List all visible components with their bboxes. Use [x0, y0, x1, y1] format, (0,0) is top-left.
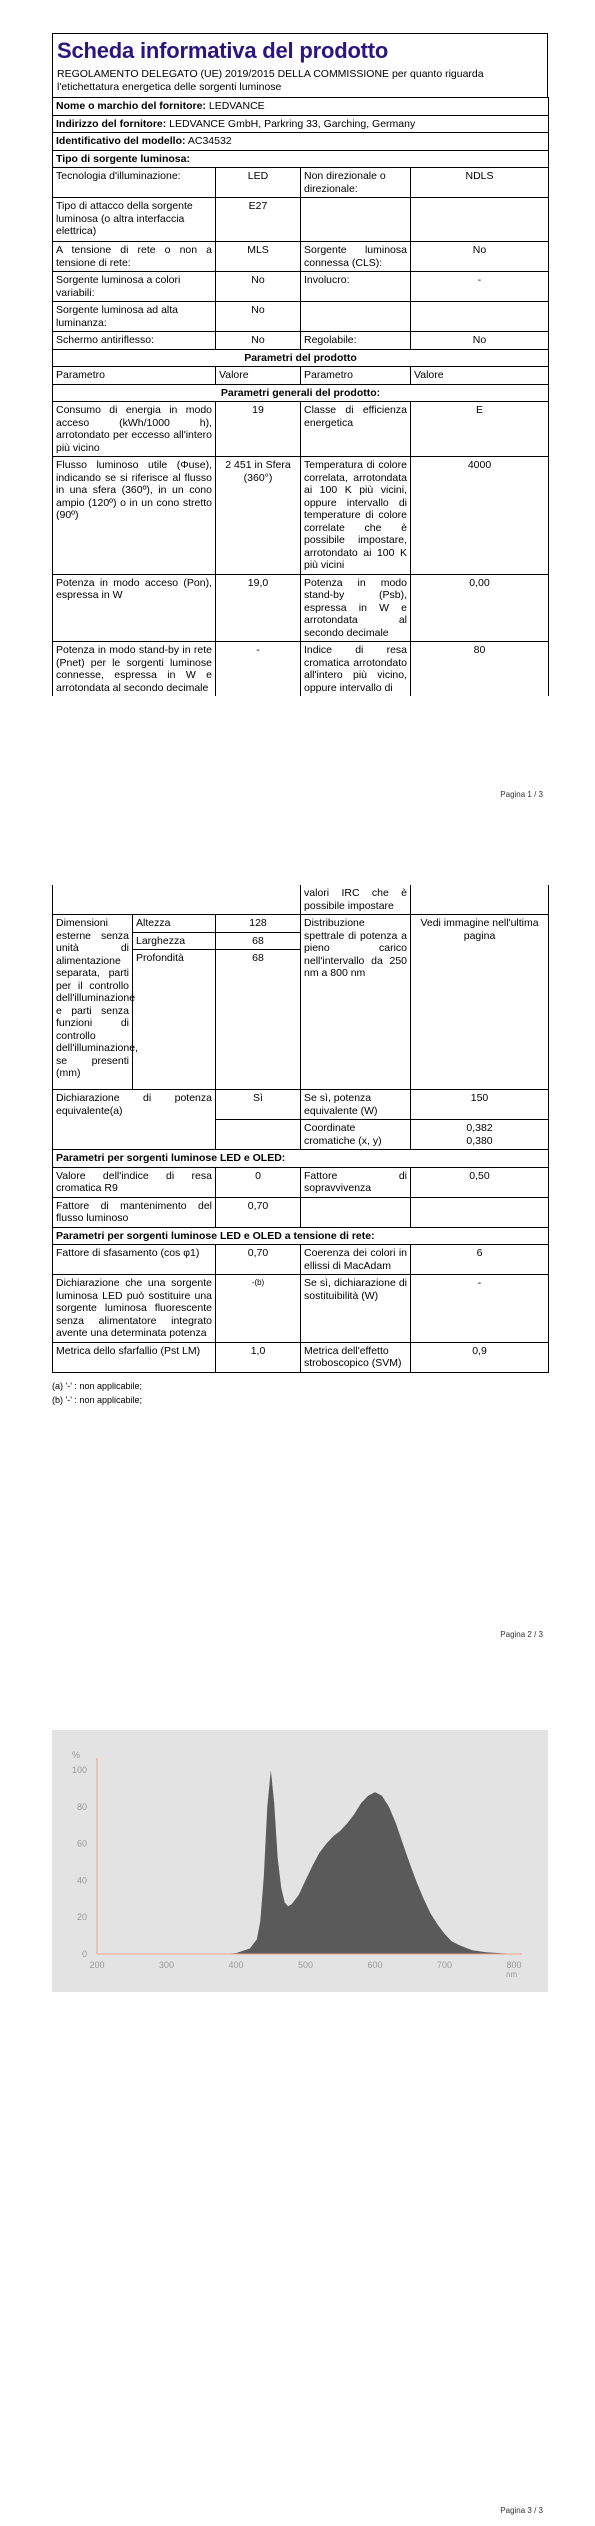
y-tick-label: 80 [76, 1801, 87, 1812]
source-type-label: Tipo di sorgente luminosa: [53, 150, 549, 168]
param-label: Non direzionale o direzionale: [301, 168, 411, 198]
param-label: Schermo antiriflesso: [53, 332, 216, 350]
param-value: 19 [216, 402, 301, 457]
param-value: LED [216, 168, 301, 198]
footnote-b: (b) '-' : non applicabile; [52, 1394, 142, 1405]
table-row [53, 198, 549, 242]
y-tick-label: 20 [76, 1912, 87, 1923]
param-value: 19,0 [216, 574, 301, 642]
column-header: Valore [411, 367, 549, 385]
supplier-name-label: Nome o marchio del fornitore: [56, 100, 206, 112]
param-label: Flusso luminoso utile (Φuse), indicando se si riferisce al flusso in una sfera (360º), in un cono ampio (120º) o in un cono stretto (90º) [53, 457, 216, 575]
table-row [53, 457, 549, 575]
supplier-address: LEDVANCE GmbH, Parkring 33, Garching, Germany [169, 117, 416, 130]
spd-value: Vedi immagine nell'ultima pagina [411, 915, 549, 1090]
page-1 [0, 0, 595, 800]
param-value: 0,50 [411, 1167, 549, 1197]
param-label: Sorgente luminosa ad alta luminanza: [53, 302, 216, 332]
param-value [411, 302, 549, 332]
product-sheet [52, 33, 548, 696]
param-value: 0,70 [216, 1245, 301, 1275]
model-row [53, 133, 549, 151]
table-row [53, 574, 549, 642]
width-label: Larghezza [133, 932, 216, 950]
height-value: 128 [216, 915, 301, 933]
info-table [52, 97, 549, 696]
param-value: No [216, 332, 301, 350]
param-label: Involucro: [301, 272, 411, 302]
param-value: 0,70 [216, 1197, 301, 1227]
table-row [53, 1197, 549, 1227]
supplier-name: LEDVANCE [208, 100, 265, 112]
param-label: Temperatura di colore correlata, arrotondata ai 100 K più vicini, oppure intervallo di temperature di colore correlate che è possibile impostare, arrotondato ai 100 K più vicini [301, 457, 411, 575]
x-tick-label: 400 [228, 1960, 244, 1970]
height-label: Altezza [133, 915, 216, 933]
param-label: Metrica dello sfarfallio (Pst LM) [53, 1342, 216, 1372]
equiv-row [53, 1090, 549, 1120]
param-value: -(b) [216, 1275, 301, 1343]
supplier-address-row [53, 115, 549, 133]
table-row [53, 1167, 549, 1197]
column-header: Parametro [301, 367, 411, 385]
param-label: Coerenza dei colori in ellissi di MacAdam [301, 1245, 411, 1275]
footnotes [52, 1379, 548, 1407]
param-value: NDLS [411, 168, 549, 198]
param-label: Potenza in modo stand-by in rete (Pnet) per le sorgenti luminose connesse, espressa in W e arrotondata al secondo decimale [53, 642, 216, 697]
param-label: Se sì, dichiarazione di sostituibilità (W) [301, 1275, 411, 1343]
supplier-name-row [53, 98, 549, 116]
equiv-value: Sì [216, 1090, 301, 1120]
table-row [53, 1245, 549, 1275]
x-tick-label: 300 [158, 1960, 175, 1970]
y-tick-label: 0 [81, 1949, 87, 1959]
param-label: Valore dell'indice di resa cromatica R9 [53, 1167, 216, 1197]
table-row [53, 302, 549, 332]
footnote-a: (a) '-' : non applicabile; [52, 1380, 142, 1391]
table-row [53, 168, 549, 198]
param-label: Regolabile: [301, 332, 411, 350]
y-tick-label: 60 [76, 1838, 87, 1849]
param-label: Dichiarazione che una sorgente luminosa LED può sostituire una sorgente luminosa fluorescente senza alimentatore integrato avente una determinata potenza [53, 1275, 216, 1343]
spectrum-area [222, 1770, 514, 1954]
param-value: 0 [216, 1167, 301, 1197]
x-tick-label: 800 [506, 1960, 522, 1970]
spd-label: Distribuzione spettrale di potenza a pieno carico nell'intervallo da 250 nm a 800 nm [301, 915, 411, 1090]
x-tick-label: 500 [297, 1960, 314, 1970]
chroma-y: 0,380 [466, 1134, 493, 1147]
x-tick-label: 600 [367, 1960, 383, 1970]
dimensions-label: Dimensioni esterne senza unità di alimentazione separata, parti per il controllo dell'illuminazione e parti senza funzioni di controllo dell'illuminazione, se presenti (mm) [53, 915, 133, 1090]
param-label [301, 198, 411, 242]
chroma-value [411, 1120, 549, 1150]
spectrum-svg [52, 1730, 548, 1992]
param-label: Fattore di mantenimento del flusso luminoso [53, 1197, 216, 1227]
param-value: 1,0 [216, 1342, 301, 1372]
page-number: Pagina 1 / 3 [500, 790, 543, 799]
param-value: 80 [411, 642, 549, 697]
param-value: 4000 [411, 457, 549, 575]
param-value: MLS [216, 242, 301, 272]
supplier-address-label: Indirizzo del fornitore: [56, 117, 167, 130]
title-box [52, 33, 548, 97]
param-value: No [216, 302, 301, 332]
column-header-row [53, 367, 549, 385]
table-row [53, 332, 549, 350]
param-label: Indice di resa cromatica arrotondato all'intero più vicino, oppure intervallo di [301, 642, 411, 697]
param-value: No [411, 242, 549, 272]
param-value: - [411, 1275, 549, 1343]
param-value: - [216, 642, 301, 697]
general-params-header: Parametri generali del prodotto: [53, 384, 549, 402]
led-oled-header: Parametri per sorgenti luminose LED e OLED: [53, 1150, 549, 1168]
model-label: Identificativo del modello: [56, 135, 186, 147]
param-label [301, 302, 411, 332]
table-row [53, 1275, 549, 1343]
param-value: 0,9 [411, 1342, 549, 1372]
param-label: Potenza in modo stand-by (Psb), espressa in W e arrotondata al secondo decimale [301, 574, 411, 642]
led-mains-header: Parametri per sorgenti luminose LED e OLED a tensione di rete: [53, 1227, 549, 1245]
y-axis-label: % [72, 1750, 81, 1760]
y-tick-label: 40 [76, 1875, 87, 1886]
table-row [53, 885, 549, 915]
page-title: Scheda informativa del prodotto [57, 38, 389, 63]
param-label: Fattore di sfasamento (cos φ1) [53, 1245, 216, 1275]
param-label: A tensione di rete o non a tensione di rete: [53, 242, 216, 272]
param-value [411, 198, 549, 242]
page-number: Pagina 3 / 3 [500, 2506, 543, 2515]
equiv-power-label: Se sì, potenza equivalente (W) [301, 1090, 411, 1120]
x-tick-label: 200 [89, 1960, 105, 1970]
param-label: Fattore di sopravvivenza [301, 1167, 411, 1197]
model-id: AC34532 [187, 135, 232, 147]
param-value: E27 [216, 198, 301, 242]
param-label: Tipo di attacco della sorgente luminosa (o altra interfaccia elettrica) [53, 198, 216, 242]
chroma-label: Coordinate cromatiche (x, y) [301, 1120, 411, 1150]
equiv-label: Dichiarazione di potenza equivalente(a) [53, 1090, 216, 1150]
equiv-power-value: 150 [411, 1090, 549, 1120]
param-value: 2 451 in Sfera (360°) [216, 457, 301, 575]
general-header-row [53, 384, 549, 402]
table-row [53, 242, 549, 272]
params-table-continued [52, 885, 549, 1373]
regulation-text: REGOLAMENTO DELEGATO (UE) 2019/2015 DELLA COMMISSIONE per quanto riguarda l'etichettatura energetica delle sorgenti luminose [57, 68, 484, 93]
x-axis-label: nm [506, 1970, 518, 1979]
param-label: Tecnologia d'illuminazione: [53, 168, 216, 198]
page-3 [0, 1690, 595, 2526]
param-label: Metrica dell'effetto stroboscopico (SVM) [301, 1342, 411, 1372]
x-tick-label: 700 [436, 1960, 453, 1970]
led-oled-header-row [53, 1150, 549, 1168]
param-value: 6 [411, 1245, 549, 1275]
param-value: - [411, 272, 549, 302]
param-value: No [411, 332, 549, 350]
table-row [53, 272, 549, 302]
param-label: Sorgente luminosa connessa (CLS): [301, 242, 411, 272]
chroma-x: 0,382 [466, 1122, 493, 1134]
column-header: Parametro [53, 367, 216, 385]
led-mains-header-row [53, 1227, 549, 1245]
source-type-header [53, 150, 549, 168]
page-number: Pagina 2 / 3 [500, 1630, 543, 1639]
param-label: Sorgente luminosa a colori variabili: [53, 272, 216, 302]
table-row [53, 642, 549, 697]
params-header: Parametri del prodotto [53, 349, 549, 367]
dimensions-row [53, 915, 549, 933]
param-label: valori IRC che è possibile impostare [301, 885, 411, 915]
param-value: No [216, 272, 301, 302]
table-row [53, 1342, 549, 1372]
y-tick-label: 100 [71, 1765, 87, 1775]
table-row [53, 402, 549, 457]
param-label: Consumo di energia in modo acceso (kWh/1000 h), arrotondato per eccesso all'intero più vicino [53, 402, 216, 457]
param-value: 0,00 [411, 574, 549, 642]
param-value: E [411, 402, 549, 457]
column-header: Valore [216, 367, 301, 385]
params-header-row [53, 349, 549, 367]
depth-value: 68 [216, 950, 301, 1090]
product-sheet-continued [52, 885, 548, 1407]
param-label: Potenza in modo acceso (Pon), espressa in W [53, 574, 216, 642]
page-2 [0, 850, 595, 1660]
param-label: Classe di efficienza energetica [301, 402, 411, 457]
depth-label: Profondità [133, 950, 216, 1090]
width-value: 68 [216, 932, 301, 950]
spectrum-chart [52, 1730, 548, 1992]
